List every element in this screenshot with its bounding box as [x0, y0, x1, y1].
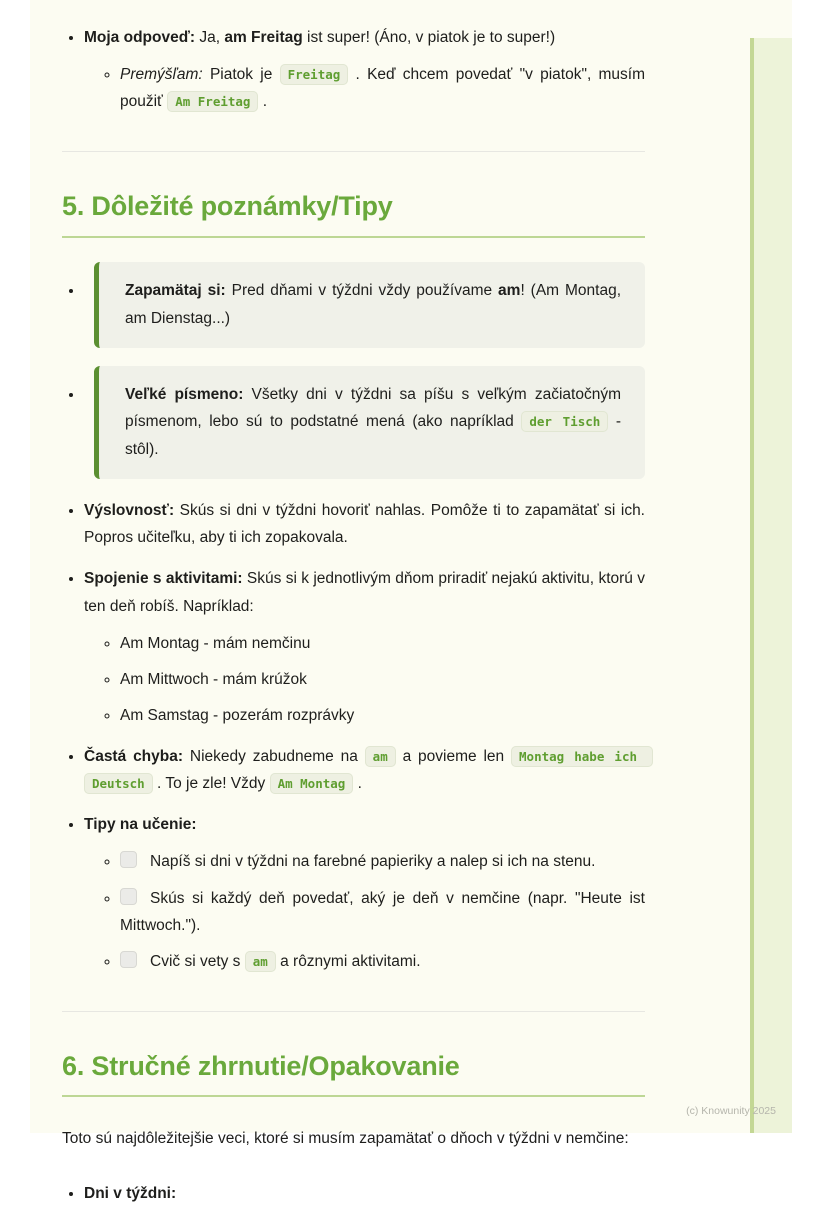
tip-text: Výslovnosť: Skús si dni v týždni hovoriť nahlas. Pomôže ti to zapamätať si ich. Popros učiteľku, aby ti ich zopakovala. — [84, 502, 645, 547]
tip-text: Spojenie s aktivitami: Skús si k jednotlivým dňom priradiť nejakú aktivitu, ktorú v ten deň robíš. Napríklad: — [84, 570, 646, 615]
document-page — [30, 0, 792, 1203]
intro-list — [62, 24, 645, 115]
callout-box-capitalization — [94, 366, 645, 480]
list-item-days — [84, 1180, 645, 1207]
intro-sublist — [84, 61, 645, 115]
activities-sublist — [84, 630, 645, 729]
callout-text: Zapamätaj si: Pred dňami v týždni vždy používame am! (Am Montag, am Dienstag...) — [125, 281, 622, 327]
thinking-text: Premýšľam: Piatok je Freitag . Keď chcem povedať "v piatok", musím použiť Am Freitag . — [120, 66, 646, 111]
activity-text: Am Mittwoch - mám krúžok — [120, 670, 307, 688]
section-divider — [62, 151, 645, 152]
checkbox[interactable] — [120, 951, 137, 968]
tip-text: Častá chyba: Niekedy zabudneme na am a povieme len Montag habe ich Deutsch . To je zle! Vždy Am Montag . — [84, 748, 653, 792]
page-edge-strip — [750, 38, 792, 1133]
list-item-checklist — [120, 948, 645, 975]
section-6-heading: 6. Stručné zhrnutie/Opakovanie — [62, 1050, 645, 1097]
callout-text: Veľké písmeno: Všetky dni v týždni sa píšu s veľkým začiatočným písmenom, lebo sú to podstatné mená (ako napríklad der Tisch - stôl). — [125, 385, 622, 459]
list-item-thinking — [120, 61, 645, 115]
list-item-activities — [84, 565, 645, 729]
checkbox[interactable] — [120, 888, 137, 905]
list-item-callout — [84, 366, 645, 480]
page-content — [30, 0, 645, 1208]
learning-tips-sublist — [84, 848, 645, 975]
activity-text: Am Montag - mám nemčinu — [120, 634, 311, 652]
notes-list — [62, 262, 645, 975]
list-item-checklist — [120, 885, 645, 939]
summary-paragraph: Toto sú najdôležitejšie veci, ktoré si musím zapamätať o dňoch v týždni v nemčine: — [62, 1130, 629, 1148]
summary-bullet-text: Dni v týždni: — [84, 1185, 177, 1203]
answer-text: Moja odpoveď: Ja, am Freitag ist super! (Áno, v piatok je to super!) — [84, 29, 556, 46]
list-item-activity — [120, 666, 645, 693]
list-item-activity — [120, 702, 645, 729]
list-item-answer — [84, 24, 645, 115]
section-5-heading: 5. Dôležité poznámky/Tipy — [62, 190, 645, 237]
summary-list — [62, 1180, 645, 1207]
callout-box-remember — [94, 262, 645, 348]
checklist-text: Cvič si vety s am a rôznymi aktivitami. — [150, 952, 421, 970]
checklist-text: Skús si každý deň povedať, aký je deň v nemčine (napr. "Heute ist Mittwoch."). — [120, 889, 645, 934]
list-item-activity — [120, 630, 645, 657]
checkbox[interactable] — [120, 851, 137, 868]
list-item-callout — [84, 262, 645, 348]
list-item-checklist — [120, 848, 645, 875]
tip-text: Tipy na učenie: — [84, 816, 197, 834]
copyright-watermark: (c) Knowunity 2025 — [686, 1105, 776, 1117]
checklist-text: Napíš si dni v týždni na farebné papieriky a nalep si ich na stenu. — [150, 853, 596, 871]
list-item-common-mistake — [84, 743, 645, 797]
activity-text: Am Samstag - pozerám rozprávky — [120, 706, 355, 724]
section-divider — [62, 1011, 645, 1012]
list-item-pronunciation — [84, 497, 645, 551]
list-item-learning-tips — [84, 811, 645, 975]
